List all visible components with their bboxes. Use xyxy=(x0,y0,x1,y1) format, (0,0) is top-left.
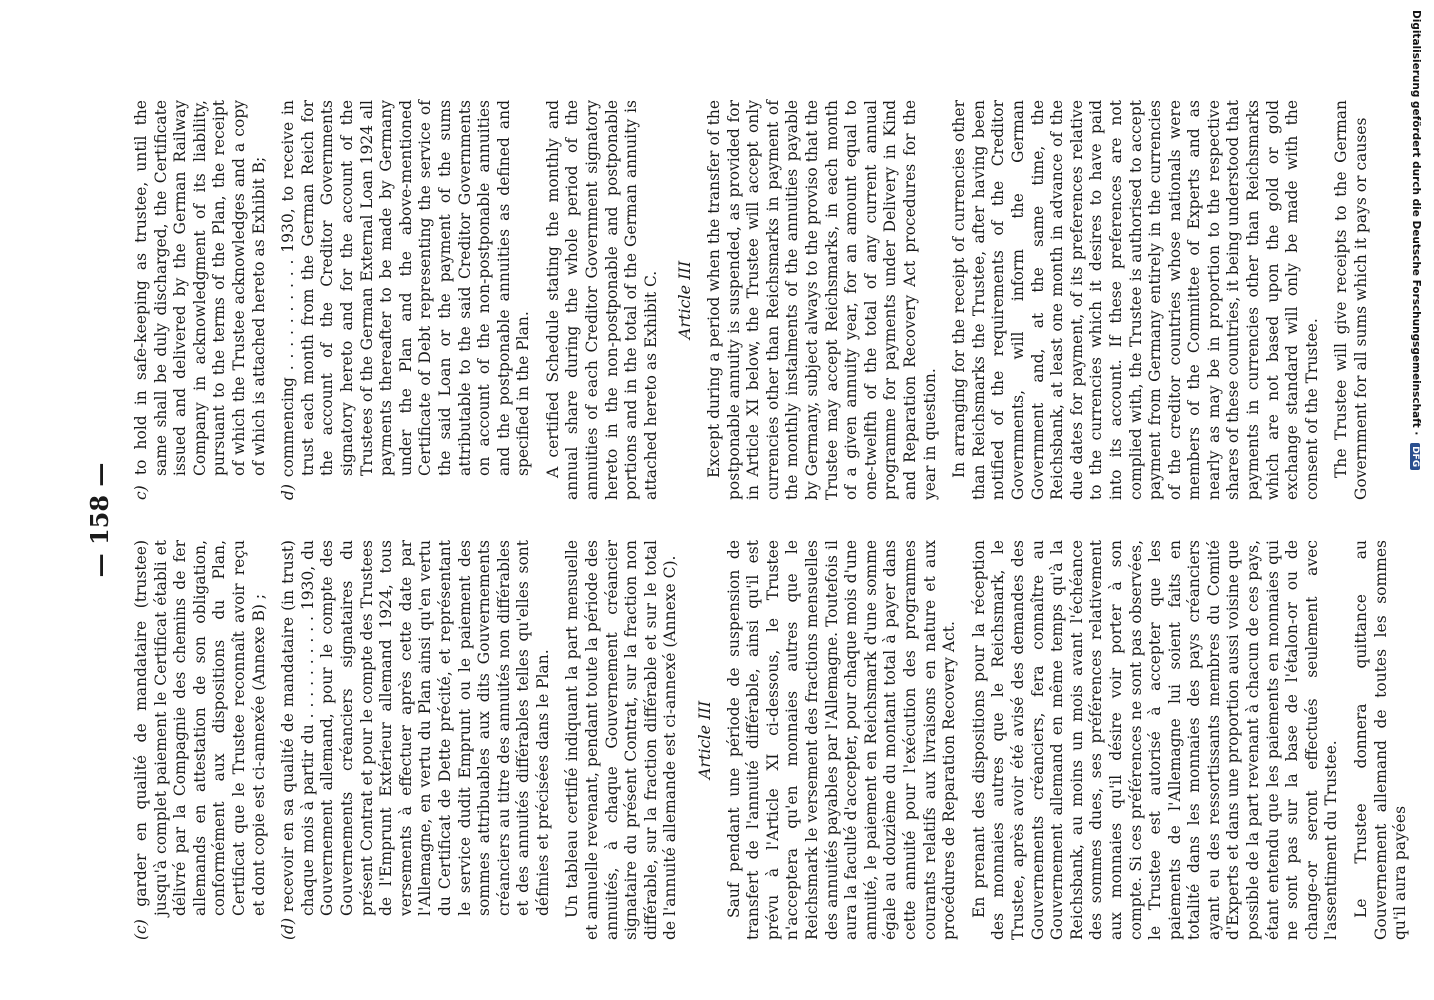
fr-clause-c xyxy=(132,540,269,940)
en-clause-d xyxy=(279,100,534,500)
en-paragraph-receipts: The Trustee will give receipts to the German Government for all sums which it pays or causes xyxy=(1332,100,1371,500)
fr-clause-d-text: recevoir en sa qualité de mandataire (in trust) chaque mois à partir du . . . . . . . . . . 1930, du Gouvernement allemand, pour le compte des Gouvernements créanciers signataires du présent Contrat et pour le compte des Trustees de l'Emprunt Extérieur allemand 1924, tous versements à effectuer après cette date par l'Allemagne, en vertu du Plan ainsi qu'en vertu du Certificat de Dette précité, et représentant le service dudit Emprunt ou le paiement des sommes attribuables aux dits Gouvernements créanciers au titre des annuités non différables et des annuités différables telles qu'elles sont définies et précisées dans le Plan. xyxy=(279,540,552,916)
en-clause-c-label: c) xyxy=(132,485,150,500)
fr-clause-c-text: garder en qualité de mandataire (trustee) jusqu'à complet paiement le Certificat établi et délivré par la Compagnie des chemins de fer allemands en attestation de son obligation, conformément aux dispositions du Plan, Certificat que le Trustee reconnaît avoir reçu et dont copie est ci-annexée (Annexe B) ; xyxy=(132,540,268,916)
en-paragraph-schedule: A certified Schedule stating the monthly and annual share during the whole period of the annuities of each Creditor Government signatory hereto in the non-postponable and postponable portions and in the total of the German annuity is attached hereto as Exhibit C. xyxy=(543,100,660,500)
en-clause-c xyxy=(132,100,269,500)
fr-clause-d xyxy=(279,540,553,940)
french-column xyxy=(132,540,1421,940)
rotated-page xyxy=(80,100,1410,940)
fr-article-title: Article III xyxy=(695,700,715,780)
fr-clause-d-label: (d) xyxy=(279,917,298,940)
english-column xyxy=(132,100,1382,500)
fr-paragraph-schedule: Un tableau certifié indiquant la part mensuelle et annuelle revenant, pendant toute la période des annuités, à chaque Gouvernement créancier signataire du présent Contrat, sur la fraction non différable, sur la fraction différable et sur le total de l'annuité allemande est ci-annexé (Annexe C). xyxy=(563,540,680,940)
en-clause-c-text: to hold in safe-keeping as trustee, until the same shall be duly discharged, the Certificate issued and delivered by the German Railway Company in acknowledgment of its liability, pursuant to the terms of the Plan, the receipt of which the Trustee acknowledges and a copy of which is attached hereto as Exhibit B; xyxy=(132,100,268,476)
credit-text: Digitalisierung gefördert durch die Deutsche Forschungsgemeinschaft · xyxy=(1410,10,1422,436)
digitization-credit xyxy=(1410,10,1422,470)
en-paragraph-arranging: In arranging for the receipt of currencies other than Reichsmarks the Trustee, after having been notified of the requirements of the Creditor Governments, will inform the German Government and, at the same time, the Reichsbank, at least one month in advance of the due dates for payment, of its preferences relative to the currencies which it desires to have paid into its account. If these preferences are not complied with, the Trustee is authorised to accept payment from Germany entirely in the currencies of the creditor countries whose nationals were members of the Committee of Experts and as nearly as may be in proportion to the respective shares of these countries, it being understood that payments in currencies other than Reichsmarks which are not based upon the gold or gold exchange standard will only be made with the consent of the Trustee. xyxy=(950,100,1321,500)
en-paragraph-except: Except during a period when the transfer of the postponable annuity is suspended, as provided for in Article XI below, the Trustee will accept only currencies other than Reichsmarks in payment of the monthly instalments of the annuities payable by Germany, subject always to the proviso that the Trustee may accept Reichsmarks, in each month of a given annuity year, for an amount equal to one-twelfth of the total of any current annual programme for payments under Delivery in Kind and Reparation Recovery Act procedures for the year in question. xyxy=(705,100,939,500)
fr-paragraph-receipts: Le Trustee donnera quittance au Gouvernement allemand de toutes les sommes qu'il aura payées xyxy=(1352,540,1410,940)
en-article-title: Article III xyxy=(675,260,695,340)
fr-clause-c-label: (c) xyxy=(132,919,150,940)
en-clause-d-text: commencing . . . . . . . . . . 1930, to receive in trust each month from the German Reich for the account of the Creditor Governments signatory hereto and for the account of the Trustees of the German External Loan 1924 all payments thereafter to be made by Germany under the Plan and the above-mentioned Certificate of Debt representing the service of the said Loan or the payment of the sums attributable to the said Creditor Governments on account of the non-postponable annuities and the postponable annuities as defined and specified in the Plan. xyxy=(279,100,533,478)
dfg-logo: DFG xyxy=(1410,443,1420,470)
fr-paragraph-except: Sauf pendant une période de suspension de transfert de l'annuité différable, ainsi qu'il est prévu à l'Article XI ci-dessous, le Trustee n'acceptera qu'en monnaies autres que le Reichsmark le versement des fractions mensuelles des annuités payables par l'Allemagne. Toutefois il aura la faculté d'accepter, pour chaque mois d'une annuité, le paiement en Reichsmark d'une somme égale au douzième du montant total à payer dans cette annuité pour l'exécution des programmes courants relatifs aux livraisons en nature et aux procédures de Reparation Recovery Act. xyxy=(724,540,959,940)
page-number: — 158 — xyxy=(85,462,114,578)
en-clause-d-label: d) xyxy=(279,484,298,500)
fr-paragraph-arranging: En prenant des dispositions pour la réception des monnaies autres que le Reichsmark, le Trustee, après avoir été avisé des demandes des Gouvernements créanciers, fera connaître au Gouvernement allemand en même temps qu'à la Reichsbank, au moins un mois avant l'échéance des sommes dues, ses préférences relativement aux monnaies qu'il désire voir porter à son compte. Si ces préférences ne sont pas observées, le Trustee est autorisé à accepter que les paiements de l'Allemagne lui soient faits en totalité dans les monnaies des pays créanciers ayant eu des ressortissants membres du Comité d'Experts et dans une proportion aussi voisine que possible de la part revenant à chacun de ces pays, étant entendu que les paiements en monnaies qui ne sont pas sur la base de l'étalon-or ou de change-or seront effectués seulement avec l'assentiment du Trustee. xyxy=(969,540,1341,940)
